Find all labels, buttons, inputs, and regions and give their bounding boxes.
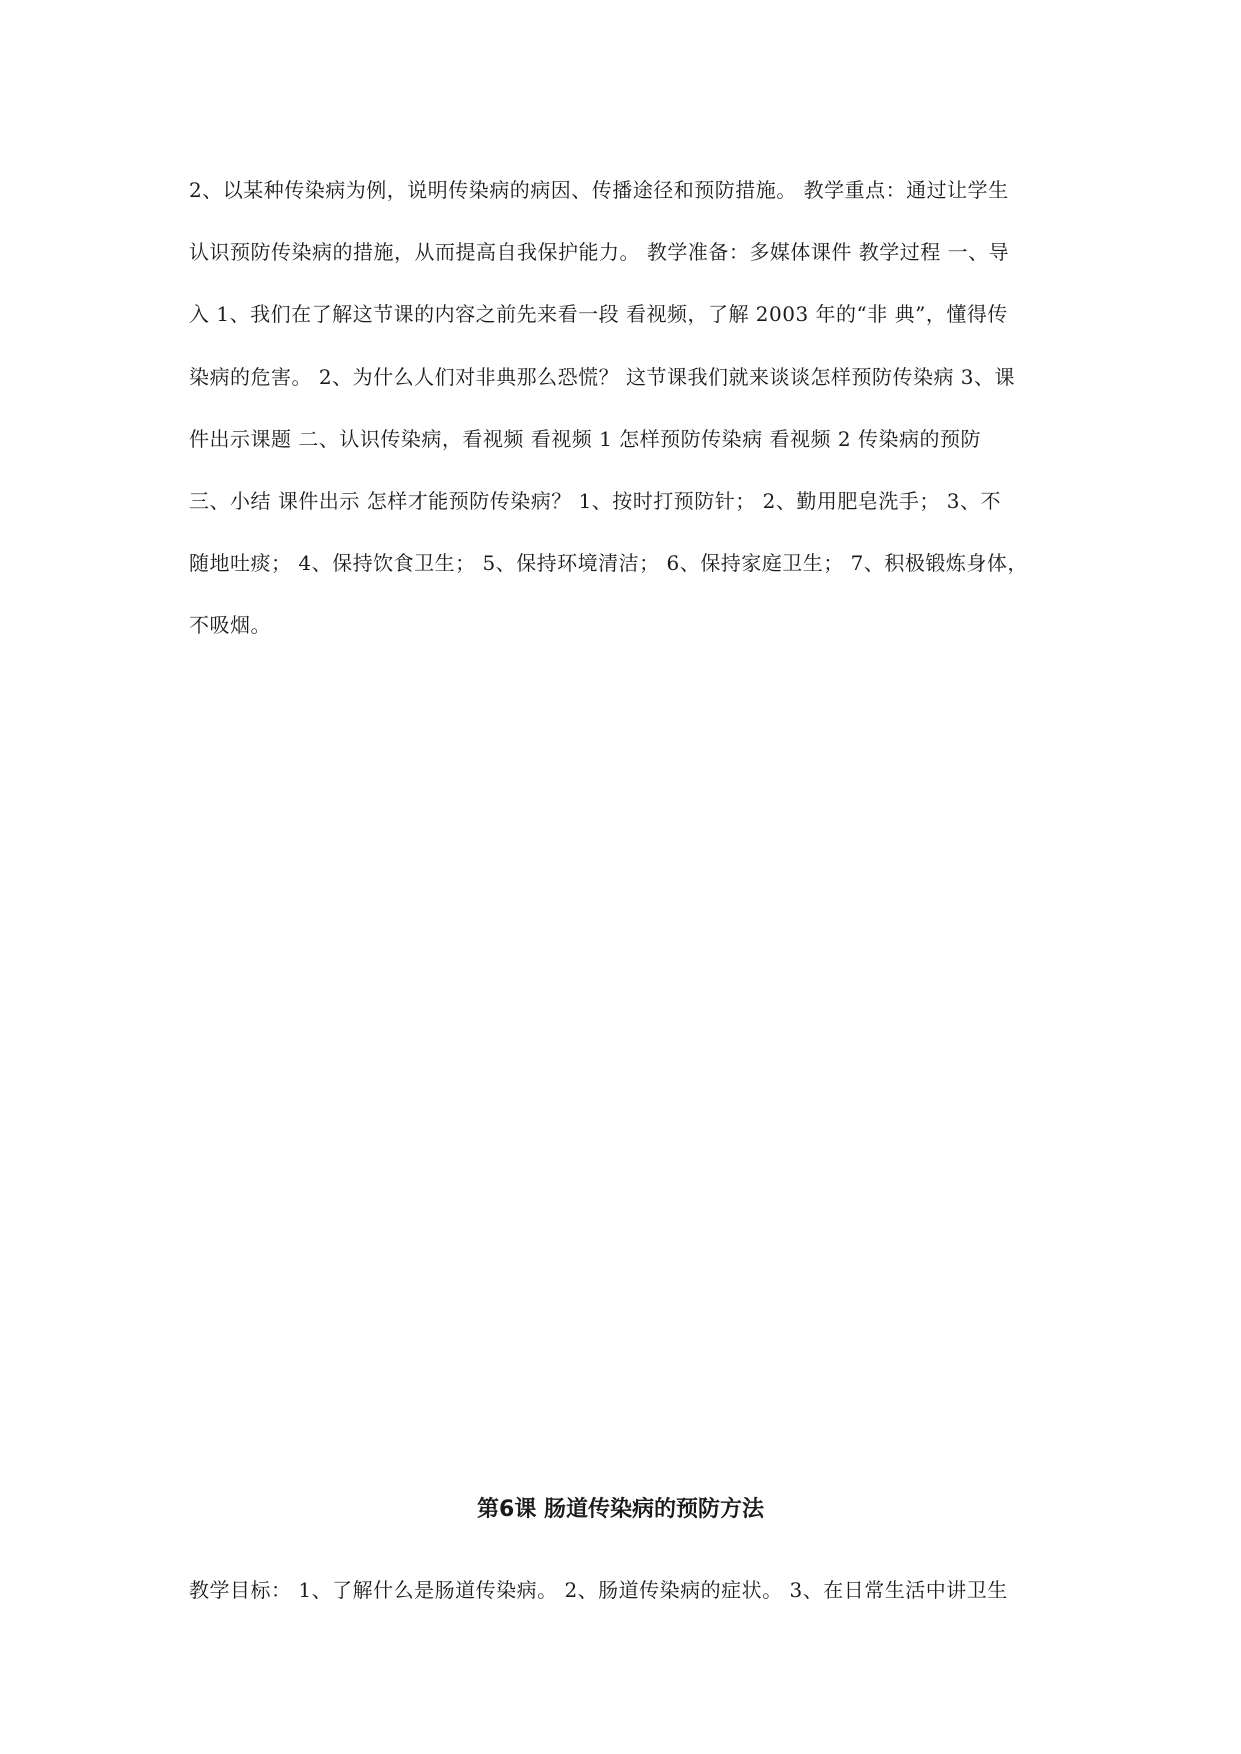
lesson-title: 第6课 肠道传染病的预防方法 (477, 1497, 764, 1522)
paragraph-line: 随地吐痰； 4、保持饮食卫生； 5、保持环境清洁； 6、保持家庭卫生； 7、积极锻炼身体， (189, 551, 1028, 575)
paragraph-line: 2、以某种传染病为例，说明传染病的病因、传播途径和预防措施。 教学重点：通过让学生 (189, 178, 1009, 202)
paragraph-line: 认识预防传染病的措施，从而提高自我保护能力。 教学准备：多媒体课件 教学过程 一、导 (189, 240, 1010, 264)
paragraph-line: 不吸烟。 (189, 613, 271, 637)
paragraph-line: 件出示课题 二、认识传染病，看视频 看视频 1 怎样预防传染病 看视频 2 传染病的预防 (189, 427, 981, 451)
paragraph-line: 三、小结 课件出示 怎样才能预防传染病？ 1、按时打预防针； 2、勤用肥皂洗手； 3、不 (189, 489, 1001, 513)
paragraph-line: 教学目标： 1、了解什么是肠道传染病。 2、肠道传染病的症状。 3、在日常生活中讲卫生 (189, 1578, 1008, 1602)
paragraph-line: 染病的危害。 2、为什么人们对非典那么恐慌？ 这节课我们就来谈谈怎样预防传染病 3、课 (189, 365, 1016, 389)
paragraph-line: 入 1、我们在了解这节课的内容之前先来看一段 看视频，了解 2003 年的“非 典”，懂得传 (189, 302, 1008, 326)
